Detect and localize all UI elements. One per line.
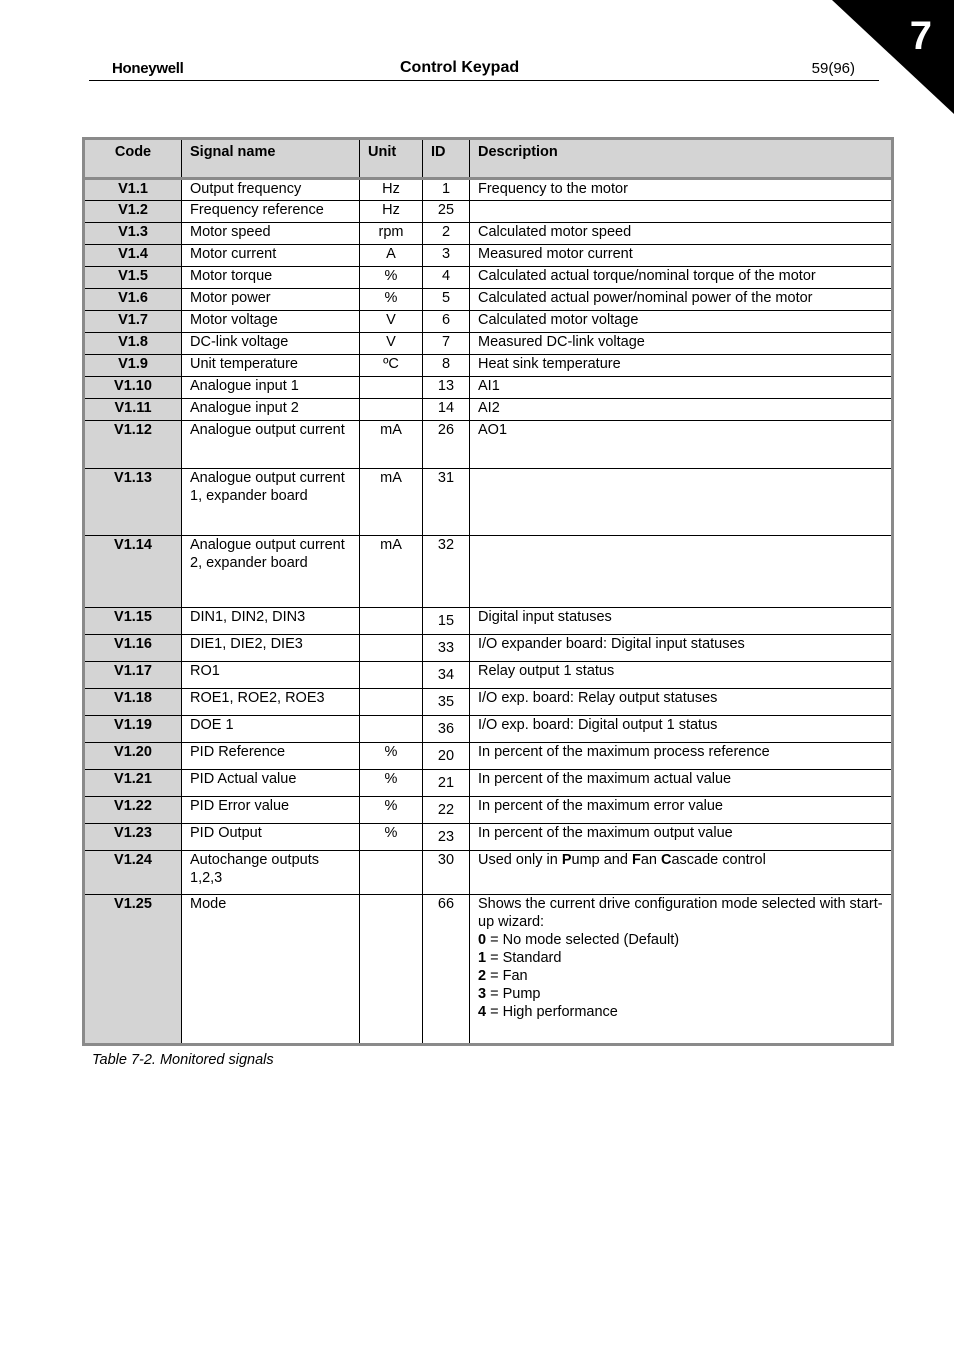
cell-id: 2: [423, 223, 470, 245]
description-fragment: an: [640, 852, 661, 868]
cell-id: 3: [423, 245, 470, 267]
table-row: [84, 536, 893, 608]
table-row: [84, 245, 893, 267]
cell-description: I/O exp. board: Relay output statuses: [470, 689, 893, 716]
table-row: [84, 635, 893, 662]
cell-description: In percent of the maximum process reference: [470, 743, 893, 770]
cell-signal-name: PID Actual value: [182, 770, 360, 797]
cell-unit: [360, 399, 423, 421]
cell-description: I/O expander board: Digital input statuses: [470, 635, 893, 662]
cell-unit: Hz: [360, 201, 423, 223]
cell-signal-name: ROE1, ROE2, ROE3: [182, 689, 360, 716]
cell-code: V1.22: [84, 797, 182, 824]
cell-signal-name: RO1: [182, 662, 360, 689]
mode-option: [478, 985, 883, 1003]
cell-code: V1.12: [84, 421, 182, 469]
cell-id: 1: [423, 179, 470, 201]
page-number: 59(96): [811, 60, 855, 77]
cell-signal-name: Motor voltage: [182, 311, 360, 333]
cell-id: 6: [423, 311, 470, 333]
cell-id: 26: [423, 421, 470, 469]
cell-description: In percent of the maximum error value: [470, 797, 893, 824]
table-row: [84, 223, 893, 245]
cell-description: [470, 851, 893, 895]
cell-unit: [360, 689, 423, 716]
cell-unit: [360, 895, 423, 1045]
cell-description: Calculated actual torque/nominal torque of the motor: [470, 267, 893, 289]
cell-description: [470, 469, 893, 536]
cell-description: AI2: [470, 399, 893, 421]
cell-code: V1.6: [84, 289, 182, 311]
table-row: [84, 895, 893, 1045]
mode-description-intro: Shows the current drive configuration mode selected with start-up wizard:: [478, 896, 883, 930]
cell-unit: A: [360, 245, 423, 267]
cell-signal-name: Frequency reference: [182, 201, 360, 223]
cell-id: 25: [423, 201, 470, 223]
page-header: [89, 58, 879, 81]
cell-id: 66: [423, 895, 470, 1045]
cell-unit: mA: [360, 536, 423, 608]
description-fragment: Used only in: [478, 852, 562, 868]
cell-signal-name: DIN1, DIN2, DIN3: [182, 608, 360, 635]
cell-description: [470, 201, 893, 223]
cell-unit: [360, 377, 423, 399]
cell-code: V1.5: [84, 267, 182, 289]
table-row: [84, 201, 893, 223]
cell-code: V1.2: [84, 201, 182, 223]
monitored-signals-table: [82, 137, 894, 1046]
cell-id: 7: [423, 333, 470, 355]
cell-description: In percent of the maximum actual value: [470, 770, 893, 797]
description-fragment: P: [561, 852, 572, 868]
table-row: [84, 267, 893, 289]
cell-code: V1.13: [84, 469, 182, 536]
mode-option-text: = Pump: [486, 986, 541, 1002]
cell-code: V1.25: [84, 895, 182, 1045]
cell-description: Calculated motor voltage: [470, 311, 893, 333]
cell-unit: [360, 635, 423, 662]
cell-signal-name: Motor speed: [182, 223, 360, 245]
table-row: [84, 311, 893, 333]
cell-code: V1.19: [84, 716, 182, 743]
cell-id: 35: [423, 689, 470, 716]
cell-signal-name: DOE 1: [182, 716, 360, 743]
cell-id: 32: [423, 536, 470, 608]
cell-description: Frequency to the motor: [470, 179, 893, 201]
cell-signal-name: Analogue output current 2, expander board: [182, 536, 360, 608]
cell-id: 31: [423, 469, 470, 536]
table-row: [84, 355, 893, 377]
cell-signal-name: Motor torque: [182, 267, 360, 289]
cell-description: Measured DC-link voltage: [470, 333, 893, 355]
cell-code: V1.16: [84, 635, 182, 662]
cell-code: V1.4: [84, 245, 182, 267]
cell-unit: ºC: [360, 355, 423, 377]
header-description: Description: [470, 139, 893, 179]
cell-code: V1.23: [84, 824, 182, 851]
header-id: ID: [423, 139, 470, 179]
mode-option: [478, 967, 883, 985]
mode-option-key: 2: [478, 968, 487, 984]
chapter-corner-tab: [832, 0, 954, 114]
cell-signal-name: DIE1, DIE2, DIE3: [182, 635, 360, 662]
cell-code: V1.3: [84, 223, 182, 245]
table-row: [84, 469, 893, 536]
cell-description: I/O exp. board: Digital output 1 status: [470, 716, 893, 743]
cell-id: 34: [423, 662, 470, 689]
mode-option: [478, 949, 883, 967]
mode-option-key: 1: [478, 950, 487, 966]
description-fragment: ascade control: [671, 852, 766, 868]
table-row: [84, 399, 893, 421]
cell-description: In percent of the maximum output value: [470, 824, 893, 851]
cell-description: Heat sink temperature: [470, 355, 893, 377]
cell-code: V1.20: [84, 743, 182, 770]
cell-signal-name: Unit temperature: [182, 355, 360, 377]
cell-unit: V: [360, 311, 423, 333]
header-unit: Unit: [360, 139, 423, 179]
mode-option: [478, 931, 883, 949]
mode-option-key: 4: [478, 1004, 487, 1020]
cell-code: V1.10: [84, 377, 182, 399]
cell-unit: [360, 851, 423, 895]
cell-code: V1.9: [84, 355, 182, 377]
cell-code: V1.14: [84, 536, 182, 608]
cell-id: 15: [423, 608, 470, 635]
cell-description: Relay output 1 status: [470, 662, 893, 689]
table-row: [84, 797, 893, 824]
table-row: [84, 421, 893, 469]
cell-signal-name: Analogue input 1: [182, 377, 360, 399]
table-row: [84, 289, 893, 311]
cell-id: 14: [423, 399, 470, 421]
cell-id: 8: [423, 355, 470, 377]
cell-description: [470, 895, 893, 1045]
cell-id: 30: [423, 851, 470, 895]
cell-unit: %: [360, 289, 423, 311]
cell-id: 21: [423, 770, 470, 797]
cell-signal-name: Analogue input 2: [182, 399, 360, 421]
cell-signal-name: PID Error value: [182, 797, 360, 824]
table-row: [84, 179, 893, 201]
cell-code: V1.17: [84, 662, 182, 689]
cell-signal-name: Analogue output current 1, expander board: [182, 469, 360, 536]
table-row: [84, 716, 893, 743]
cell-id: 36: [423, 716, 470, 743]
cell-description: AI1: [470, 377, 893, 399]
cell-unit: [360, 608, 423, 635]
cell-unit: %: [360, 824, 423, 851]
cell-id: 22: [423, 797, 470, 824]
cell-signal-name: Motor power: [182, 289, 360, 311]
mode-option-text: = High performance: [486, 1004, 618, 1020]
cell-id: 13: [423, 377, 470, 399]
cell-unit: %: [360, 797, 423, 824]
cell-unit: [360, 716, 423, 743]
cell-unit: %: [360, 743, 423, 770]
mode-option-key: 0: [478, 932, 487, 948]
cell-signal-name: Autochange outputs 1,2,3: [182, 851, 360, 895]
cell-id: 4: [423, 267, 470, 289]
description-fragment: ump and: [571, 852, 632, 868]
cell-signal-name: PID Reference: [182, 743, 360, 770]
header-code: Code: [84, 139, 182, 179]
cell-description: [470, 536, 893, 608]
cell-description: Measured motor current: [470, 245, 893, 267]
cell-unit: Hz: [360, 179, 423, 201]
cell-description: Calculated motor speed: [470, 223, 893, 245]
cell-unit: [360, 662, 423, 689]
page-title: Control Keypad: [400, 59, 520, 76]
cell-code: V1.11: [84, 399, 182, 421]
cell-code: V1.21: [84, 770, 182, 797]
cell-signal-name: Mode: [182, 895, 360, 1045]
table-row: [84, 851, 893, 895]
cell-code: V1.7: [84, 311, 182, 333]
chapter-number: 7: [909, 14, 932, 58]
table-row: [84, 770, 893, 797]
cell-signal-name: DC-link voltage: [182, 333, 360, 355]
cell-code: V1.24: [84, 851, 182, 895]
cell-description: Digital input statuses: [470, 608, 893, 635]
mode-option: [478, 1003, 883, 1021]
cell-code: V1.15: [84, 608, 182, 635]
cell-id: 20: [423, 743, 470, 770]
table-row: [84, 608, 893, 635]
cell-signal-name: PID Output: [182, 824, 360, 851]
table-row: [84, 689, 893, 716]
cell-unit: mA: [360, 469, 423, 536]
cell-code: V1.8: [84, 333, 182, 355]
table-row: [84, 377, 893, 399]
brand-logo: Honeywell: [112, 60, 184, 77]
cell-unit: V: [360, 333, 423, 355]
cell-signal-name: Output frequency: [182, 179, 360, 201]
cell-unit: %: [360, 770, 423, 797]
cell-unit: rpm: [360, 223, 423, 245]
cell-code: V1.1: [84, 179, 182, 201]
header-signal-name: Signal name: [182, 139, 360, 179]
table-row: [84, 824, 893, 851]
mode-option-key: 3: [478, 986, 487, 1002]
table-row: [84, 743, 893, 770]
mode-option-text: = Fan: [486, 968, 528, 984]
cell-unit: %: [360, 267, 423, 289]
description-fragment: C: [661, 852, 672, 868]
mode-option-text: = No mode selected (Default): [486, 932, 680, 948]
table-row: [84, 662, 893, 689]
table-caption: Table 7-2. Monitored signals: [92, 1052, 274, 1068]
cell-id: 23: [423, 824, 470, 851]
table-header-row: [84, 139, 893, 179]
cell-description: AO1: [470, 421, 893, 469]
cell-unit: mA: [360, 421, 423, 469]
cell-id: 33: [423, 635, 470, 662]
cell-signal-name: Analogue output current: [182, 421, 360, 469]
mode-option-text: = Standard: [486, 950, 562, 966]
table-row: [84, 333, 893, 355]
cell-id: 5: [423, 289, 470, 311]
cell-description: Calculated actual power/nominal power of the motor: [470, 289, 893, 311]
description-fragment: F: [631, 852, 641, 868]
cell-code: V1.18: [84, 689, 182, 716]
cell-signal-name: Motor current: [182, 245, 360, 267]
